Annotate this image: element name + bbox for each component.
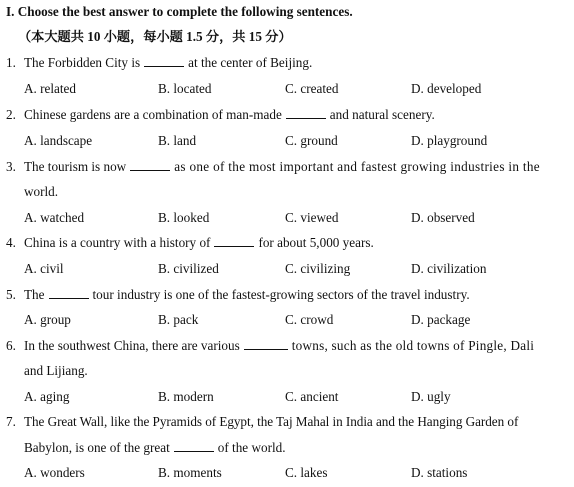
option-c[interactable]: C. lakes (285, 465, 328, 480)
option-c[interactable]: C. civilizing (285, 261, 351, 276)
section-title (6, 4, 353, 20)
question-6-options (0, 389, 574, 405)
question-1 (0, 55, 574, 71)
question-5-options (0, 312, 574, 328)
answer-blank (286, 107, 326, 119)
answer-blank (214, 235, 254, 247)
question-5 (0, 287, 574, 303)
option-b[interactable]: B. pack (158, 312, 199, 327)
option-d[interactable]: D. ugly (411, 389, 451, 404)
option-a[interactable]: A. wonders (24, 465, 85, 480)
question-number: 4. (6, 235, 16, 250)
option-d[interactable]: D. civilization (411, 261, 487, 276)
question-number: 6. (6, 338, 16, 353)
question-3-options (0, 210, 574, 226)
question-text (24, 338, 534, 354)
option-a[interactable]: A. aging (24, 389, 70, 404)
question-number: 2. (6, 107, 16, 122)
option-a[interactable]: A. landscape (24, 133, 93, 148)
option-b[interactable]: B. civilized (158, 261, 219, 276)
question-7-continuation (24, 440, 286, 456)
question-number: 3. (6, 159, 16, 174)
question-2 (0, 107, 574, 123)
option-d[interactable]: D. stations (411, 465, 468, 480)
question-6-continuation: and Lijiang. (24, 363, 88, 378)
question-text-after: for about 5,000 years. (258, 235, 374, 250)
question-text-before: The (24, 287, 45, 302)
option-c[interactable]: C. ancient (285, 389, 339, 404)
section-subtitle-text: （本大题共 10 小题，每小题 1.5 分，共 15 分） (18, 29, 292, 44)
question-number: 7. (6, 414, 16, 429)
question-text-after: at the center of Beijing. (188, 55, 313, 70)
section-title-text: I. Choose the best answer to complete the following sentences. (6, 4, 353, 19)
question-text-after: tour industry is one of the fastest-growing sectors of the travel industry. (92, 287, 470, 302)
option-d[interactable]: D. playground (411, 133, 488, 148)
question-text-after: towns, such as the old towns of Pingle, Dali (291, 338, 535, 353)
question-number: 1. (6, 55, 16, 70)
question-text-before: The Forbidden City is (24, 55, 141, 70)
option-d[interactable]: D. package (411, 312, 471, 327)
question-text-after: and natural scenery. (329, 107, 435, 122)
question-text (24, 107, 435, 123)
question-3 (0, 159, 574, 175)
question-1-options (0, 81, 574, 97)
option-c[interactable]: C. created (285, 81, 339, 96)
option-a[interactable]: A. watched (24, 210, 85, 225)
option-b[interactable]: B. moments (158, 465, 222, 480)
option-b[interactable]: B. modern (158, 389, 214, 404)
question-text (24, 287, 470, 303)
question-7 (0, 414, 574, 430)
option-a[interactable]: A. related (24, 81, 76, 96)
option-a[interactable]: A. group (24, 312, 71, 327)
answer-blank (49, 287, 89, 299)
option-b[interactable]: B. land (158, 133, 197, 148)
question-text-after: as one of the most important and fastest growing industries in the (174, 159, 540, 174)
question-text (24, 159, 540, 175)
option-d[interactable]: D. observed (411, 210, 475, 225)
question-7-options (0, 465, 574, 481)
option-c[interactable]: C. ground (285, 133, 338, 148)
option-c[interactable]: C. crowd (285, 312, 334, 327)
option-c[interactable]: C. viewed (285, 210, 339, 225)
question-3-continuation: world. (24, 184, 59, 199)
answer-blank (130, 159, 170, 171)
question-text (24, 235, 374, 251)
answer-blank (144, 55, 184, 67)
question-text-before: Chinese gardens are a combination of man-made (24, 107, 282, 122)
question-number: 5. (6, 287, 16, 302)
question-4-options (0, 261, 574, 277)
option-a[interactable]: A. civil (24, 261, 64, 276)
option-d[interactable]: D. developed (411, 81, 482, 96)
question-text: The Great Wall, like the Pyramids of Egypt, the Taj Mahal in India and the Hanging Garden of (24, 414, 519, 429)
question-text-before: China is a country with a history of (24, 235, 211, 250)
question-text-before: In the southwest China, there are various (24, 338, 240, 353)
question-text-after: of the world. (217, 440, 286, 455)
section-subtitle (18, 29, 292, 45)
option-b[interactable]: B. located (158, 81, 212, 96)
question-text (24, 55, 312, 71)
question-6 (0, 338, 574, 354)
question-text-before: Babylon, is one of the great (24, 440, 170, 455)
answer-blank (174, 440, 214, 452)
answer-blank (244, 338, 288, 350)
question-2-options (0, 133, 574, 149)
question-4 (0, 235, 574, 251)
question-text-before: The tourism is now (24, 159, 127, 174)
option-b[interactable]: B. looked (158, 210, 210, 225)
